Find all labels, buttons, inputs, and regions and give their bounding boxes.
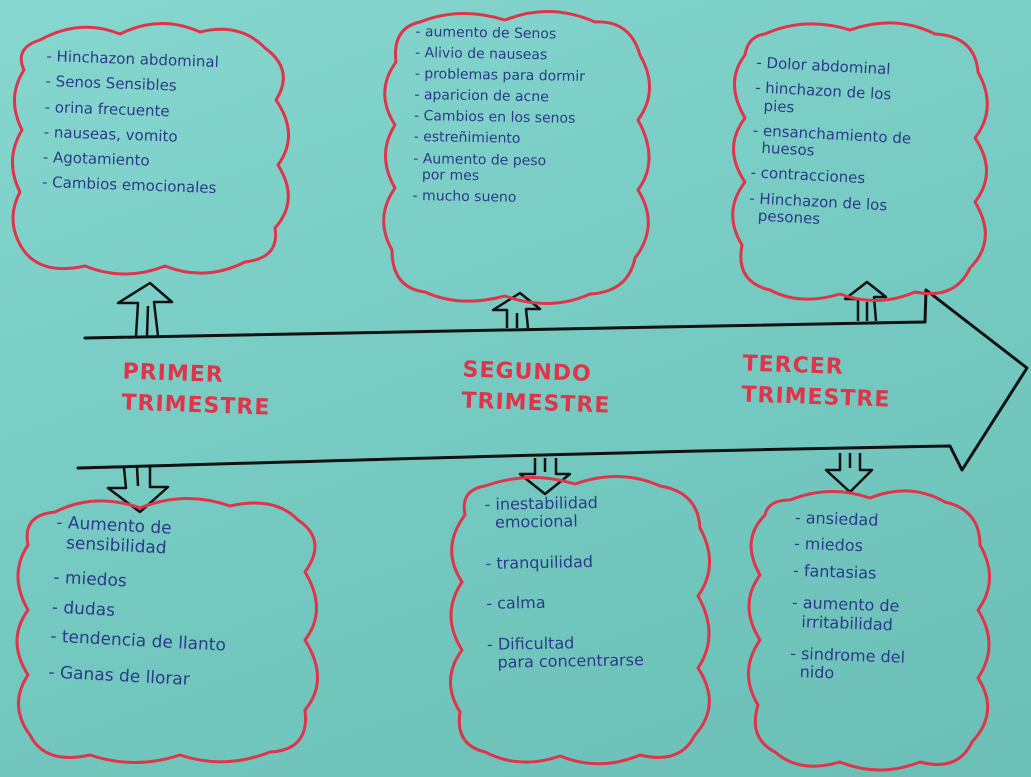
up-arrow-first <box>118 283 172 336</box>
down-arrow-third <box>826 453 872 492</box>
list-item: - Alivio de nauseas <box>414 45 548 64</box>
list-item: - Dolor abdominal <box>755 53 891 79</box>
list-item: - Agotamiento <box>42 147 150 170</box>
list-item: - problemas para dormir <box>414 66 586 86</box>
list-item: - Cambios emocionales <box>41 173 217 198</box>
label-second-trimester <box>461 355 612 422</box>
cloud-top-first-text <box>41 48 276 207</box>
list-item: - ansiedad <box>794 507 879 530</box>
down-arrow-second <box>520 458 570 494</box>
label-second-line2: TRIMESTRE <box>461 388 611 419</box>
label-third-line2: TRIMESTRE <box>741 382 891 413</box>
list-item: - estreñimiento <box>413 129 521 148</box>
label-second-line1: SEGUNDO <box>462 357 593 387</box>
list-item: - aparicion de acne <box>414 87 549 106</box>
cloud-bottom-second-text <box>484 492 702 680</box>
list-item: - Aumento de peso por mes <box>412 150 547 184</box>
list-item: - inestabilidad emocional <box>484 492 599 533</box>
list-item: - miedos <box>52 567 128 592</box>
list-item: - Senos Sensibles <box>45 72 177 95</box>
list-item: - sindrome del nido <box>789 643 906 683</box>
list-item: - dudas <box>51 597 116 621</box>
list-item: - Cambios en los senos <box>413 108 576 128</box>
cloud-top-third-text <box>747 54 976 243</box>
list-item: - aumento de Senos <box>415 24 557 43</box>
label-first-line2: TRIMESTRE <box>121 390 271 421</box>
list-item: - Ganas de llorar <box>47 662 191 690</box>
list-item: - hinchazon de los pies <box>753 78 892 116</box>
list-item: - tendencia de llanto <box>49 626 227 656</box>
list-item: - Dificultad para concentrarse <box>486 632 644 672</box>
list-item: - contracciones <box>750 163 866 188</box>
cloud-bottom-third-text <box>789 509 980 696</box>
cloud-top-second-text <box>412 24 645 213</box>
list-item: - miedos <box>793 534 864 556</box>
down-arrow-first <box>108 466 168 512</box>
list-item: - fantasias <box>792 560 877 583</box>
list-item: - tranquilidad <box>485 551 594 573</box>
list-item: - nauseas, vomito <box>43 122 178 146</box>
label-third-line1: TERCER <box>742 351 845 380</box>
list-item: - Hinchazon de los pesones <box>747 188 888 228</box>
list-item: - calma <box>486 593 546 614</box>
list-item: - aumento de irritabilidad <box>790 592 900 634</box>
list-item: - orina frecuente <box>44 97 171 120</box>
label-first-line1: PRIMER <box>122 359 225 388</box>
list-item: - ensanchamiento de huesos <box>751 121 912 160</box>
label-first-trimester <box>121 357 272 424</box>
list-item: - Aumento de sensibilidad <box>54 512 173 559</box>
cloud-bottom-first-text <box>48 514 302 704</box>
list-item: - mucho sueno <box>412 187 517 206</box>
list-item: - Hinchazon abdominal <box>46 47 220 72</box>
label-third-trimester <box>741 349 892 416</box>
